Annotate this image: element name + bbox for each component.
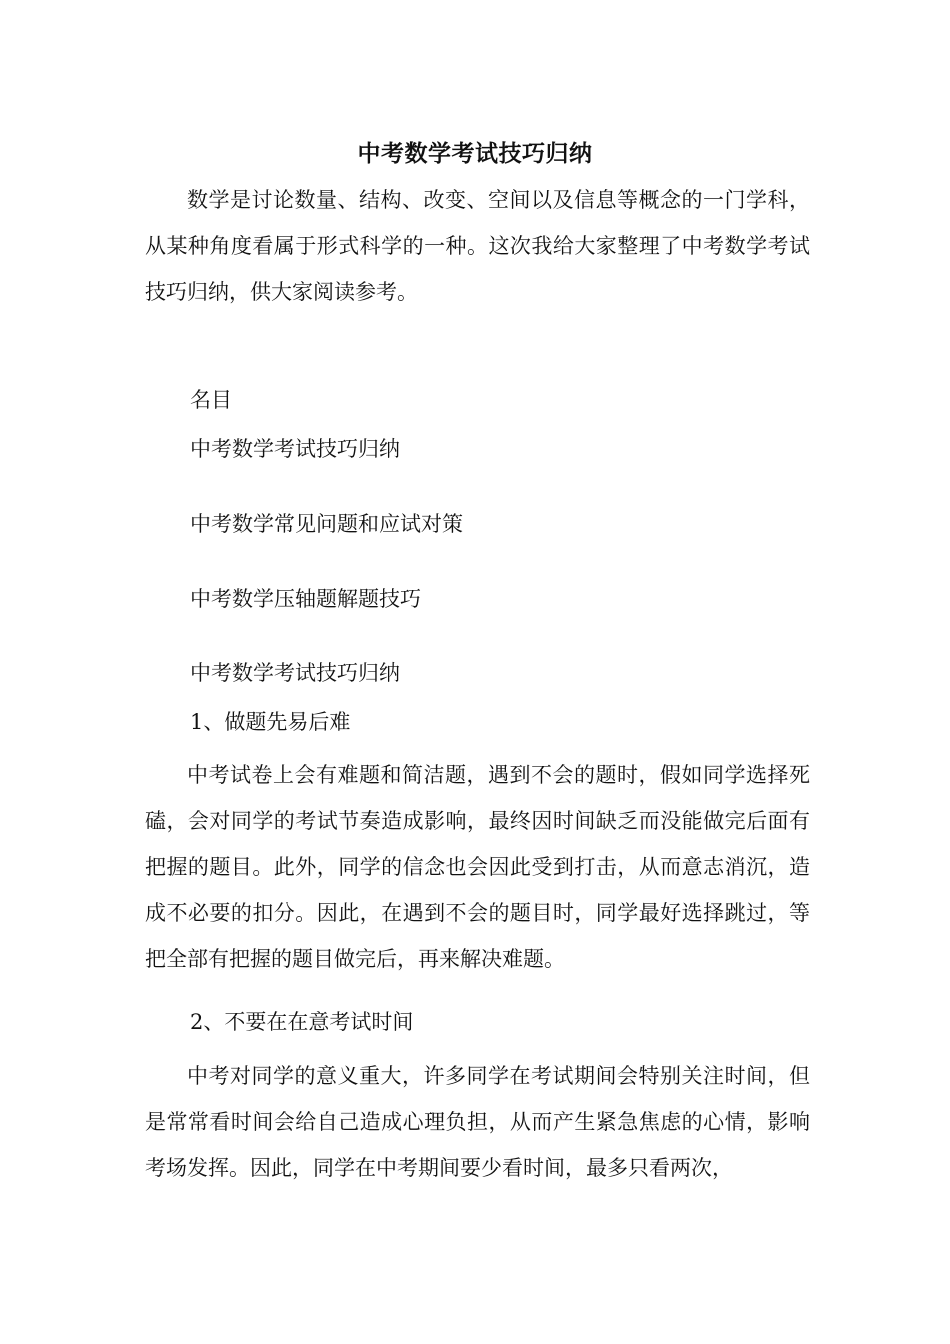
intro-paragraph: 数学是讨论数量、结构、改变、空间以及信息等概念的一门学科，从某种角度看属于形式科学的一种。这次我给大家整理了中考数学考试技巧归纳，供大家阅读参考。 — [145, 188, 810, 304]
tip-body: 中考试卷上会有难题和简洁题，遇到不会的题时，假如同学选择死磕，会对同学的考试节奏造成影响，最终因时间缺乏而没能做完后面有把握的题目。此外，同学的信念也会因此受到打击，从而意志消沉，造成不必要的扣分。因此，在遇到不会的题目时，同学最好选择跳过，等把全部有把握的题目做完后，再来解决难题。 — [145, 763, 810, 971]
toc-item[interactable]: 中考数学常见问题和应试对策 — [190, 512, 463, 536]
toc-heading: 名目 — [190, 388, 232, 412]
section-heading: 中考数学考试技巧归纳 — [190, 661, 400, 685]
document-title: 中考数学考试技巧归纳 — [357, 141, 593, 167]
toc-item[interactable]: 中考数学压轴题解题技巧 — [190, 587, 421, 611]
tip-body: 中考对同学的意义重大，许多同学在考试期间会特别关注时间，但是常常看时间会给自己造成心理负担，从而产生紧急焦虑的心情，影响考场发挥。因此，同学在中考期间要少看时间，最多只看两次， — [145, 1064, 810, 1180]
tip-heading: 2、不要在在意考试时间 — [190, 1010, 414, 1034]
toc-item[interactable]: 中考数学考试技巧归纳 — [190, 437, 400, 461]
tip-heading: 1、做题先易后难 — [190, 710, 351, 734]
